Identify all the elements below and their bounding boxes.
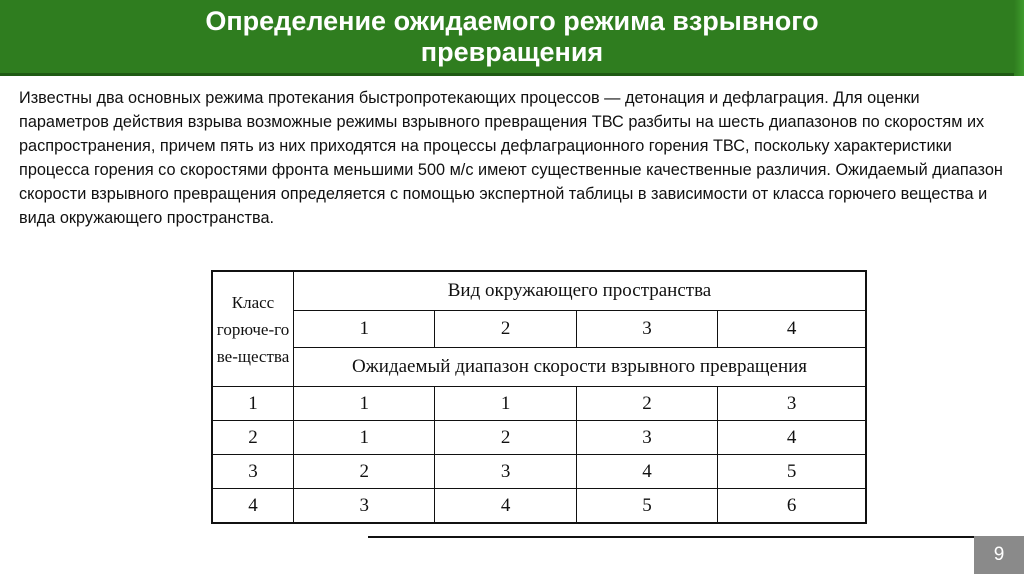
value-cell: 4: [576, 455, 717, 489]
value-cell: 4: [718, 421, 866, 455]
intro-paragraph: Известны два основных режима протекания быстропротекающих процессов — детонация и дефлаграция. Для оценки параметров действия взрыва возможные режимы взрывного превращения ТВС разбиты на шесть диапазонов по скоростям их распространения, причем пять из них приходятся на процессы дефлаграционного горения ТВС, поскольку характеристики процесса горения со скоростями фронта меньшими 500 м/с имеют существенные качественные различия. Ожидаемый диапазон скорости взрывного превращения определяется с помощью экспертной таблицы в зависимости от класса горючего вещества и вида окружающего пространства.: [19, 89, 1003, 227]
title-bar: [0, 0, 1024, 76]
table-row: [212, 455, 866, 489]
class-cell: 2: [212, 421, 294, 455]
value-cell: 3: [435, 455, 576, 489]
table-row: [212, 489, 866, 524]
table-row: [212, 421, 866, 455]
value-cell: 3: [576, 421, 717, 455]
value-cell: 1: [294, 421, 435, 455]
value-cell: 3: [294, 489, 435, 524]
value-cell: 6: [718, 489, 866, 524]
value-cell: 2: [435, 421, 576, 455]
table-row: [212, 387, 866, 421]
value-cell: 1: [294, 387, 435, 421]
expert-table-container: [211, 270, 867, 522]
slide-title: Определение ожидаемого режима взрывного превращения: [205, 6, 819, 67]
expert-table: [211, 270, 867, 524]
space-header-cell: Вид окружающего пространства: [294, 271, 867, 311]
value-cell: 5: [576, 489, 717, 524]
value-cell: 5: [718, 455, 866, 489]
space-type-cell: 1: [294, 311, 435, 348]
page-number: 9: [974, 536, 1024, 574]
space-type-cell: 2: [435, 311, 576, 348]
value-cell: 2: [576, 387, 717, 421]
class-header-cell: Класс горюче-го ве-щества: [212, 271, 294, 387]
value-cell: 4: [435, 489, 576, 524]
space-type-cell: 4: [718, 311, 866, 348]
class-cell: 1: [212, 387, 294, 421]
value-cell: 3: [718, 387, 866, 421]
value-cell: 2: [294, 455, 435, 489]
space-type-cell: 3: [576, 311, 717, 348]
value-cell: 1: [435, 387, 576, 421]
class-cell: 3: [212, 455, 294, 489]
footer-divider: [368, 536, 1024, 538]
class-cell: 4: [212, 489, 294, 524]
range-header-cell: Ожидаемый диапазон скорости взрывного превращения: [294, 348, 867, 387]
